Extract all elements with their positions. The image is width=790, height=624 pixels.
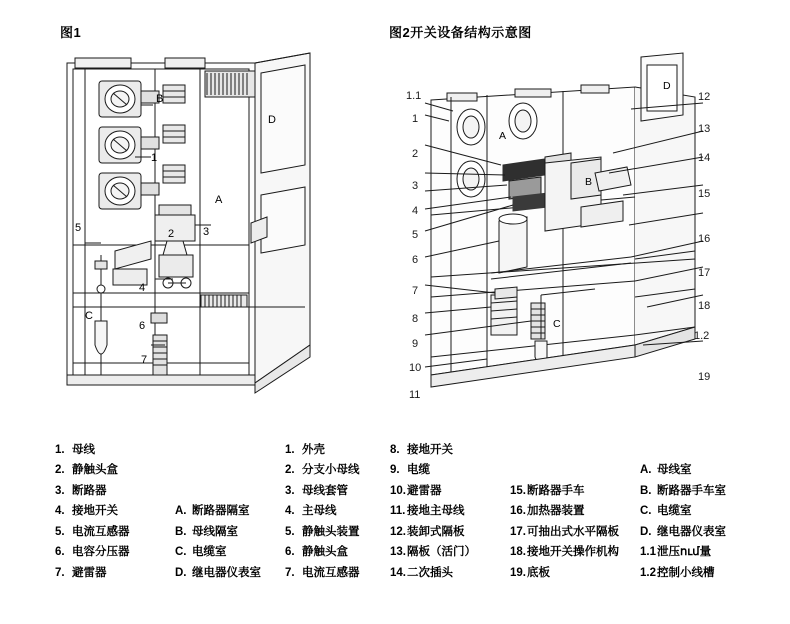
legend-item: 13. 隔板（活门） — [390, 546, 476, 558]
legend-column-2 — [175, 440, 285, 584]
legend-item: 17. 可抽出式水平隔板 — [510, 525, 619, 538]
fig1-callout-A: A — [215, 194, 223, 206]
fig2-inner-D: D — [663, 80, 671, 92]
legend-item: 14. 二次插头 — [390, 566, 453, 579]
fig2-label-1: 1 — [412, 113, 419, 125]
legend-item: 7. 避雷器 — [55, 566, 107, 579]
legend-item: 6. 静触头盒 — [285, 546, 348, 558]
legend-item: 15. 断路器手车 — [510, 484, 585, 497]
legend-item: 9. 电缆 — [390, 464, 430, 476]
fig2-label-8: 8 — [412, 313, 419, 325]
legend-item: A. 断路器隔室 — [175, 505, 250, 517]
fig2-inner-A: A — [499, 130, 507, 142]
legend-column-6 — [640, 440, 755, 584]
legend-item: 5. 电流互感器 — [55, 525, 130, 538]
legend-item: 18. 接地开关操作机构 — [510, 546, 619, 558]
fig2-label-17: 17 — [698, 267, 711, 279]
legend-item: 10. 避雷器 — [390, 484, 442, 497]
legend-item: 11. 接地主母线 — [390, 505, 465, 517]
legend-item: D. 继电器仪表室 — [640, 525, 726, 538]
legend-item: D. 继电器仪表室 — [175, 566, 261, 579]
fig2-label-16: 16 — [698, 233, 711, 245]
fig1-callout-1: 1 — [151, 152, 158, 164]
legend-item: 2. 静触头盒 — [55, 464, 118, 476]
fig2-label-2: 2 — [412, 148, 419, 160]
figure1-diagram — [55, 45, 355, 400]
legend-item: C. 电缆室 — [175, 546, 227, 558]
legend-column-4 — [390, 440, 510, 584]
legend-item: 1.2 控制小线槽 — [640, 566, 715, 579]
legend-item: 1.1 泄压ում量 — [640, 546, 712, 558]
fig2-label-14: 14 — [698, 152, 711, 164]
legend-item: 12. 装卸式隔板 — [390, 525, 465, 538]
figure2-title: 图2开关设备结构示意图 — [389, 25, 532, 40]
legend-column-5 — [510, 440, 640, 584]
fig2-label-3: 3 — [412, 180, 419, 192]
fig1-callout-7: 7 — [141, 354, 148, 366]
legend-item: 5. 静触头装置 — [285, 525, 360, 538]
fig1-callout-3: 3 — [203, 226, 210, 238]
legend-item: 6. 电容分压器 — [55, 546, 130, 558]
legend-item: 8. 接地开关 — [390, 443, 453, 456]
legend-item: A. 母线室 — [640, 464, 692, 476]
fig2-label-7: 7 — [412, 285, 419, 297]
fig2-label-9: 9 — [412, 338, 419, 350]
fig1-callout-4: 4 — [139, 282, 146, 294]
fig2-label-12: 12 — [698, 91, 711, 103]
fig2-label-10: 10 — [409, 362, 422, 374]
legend-item: 7. 电流互感器 — [285, 566, 360, 579]
legend-item: 16. 加热器装置 — [510, 505, 585, 517]
figure1-title: 图1 — [60, 25, 82, 40]
legend-item: B. 断路器手车室 — [640, 484, 726, 497]
fig2-inner-B: B — [585, 176, 593, 188]
fig2-inner-C: C — [553, 318, 561, 330]
fig2-label-13: 13 — [698, 123, 711, 135]
fig2-label-18: 18 — [698, 300, 711, 312]
legend-item: 3. 断路器 — [55, 484, 107, 497]
legend-item: 1. 外壳 — [285, 443, 325, 456]
fig1-callout-2: 2 — [168, 228, 175, 240]
fig1-callout-B: B — [156, 93, 164, 105]
fig2-label-15: 15 — [698, 188, 711, 200]
fig2-label-1-1: 1.1 — [406, 90, 422, 102]
fig1-callout-6: 6 — [139, 320, 146, 332]
fig2-label-6: 6 — [412, 254, 419, 266]
legend-item: 4. 接地开关 — [55, 505, 118, 517]
legend-item: 3. 母线套管 — [285, 484, 348, 497]
fig2-label-11: 11 — [409, 389, 421, 401]
fig1-callout-D: D — [268, 114, 276, 126]
legend-item: 2. 分支小母线 — [285, 464, 360, 476]
legend — [55, 440, 755, 584]
legend-item: C. 电缆室 — [640, 505, 692, 517]
fig2-label-5: 5 — [412, 229, 419, 241]
legend-item: 4. 主母线 — [285, 505, 337, 517]
fig1-callout-5: 5 — [75, 222, 82, 234]
legend-item: 19. 底板 — [510, 566, 550, 579]
fig2-label-19: 19 — [698, 371, 711, 383]
legend-column-3 — [285, 440, 390, 584]
legend-column-1 — [55, 440, 175, 584]
legend-item: B. 母线隔室 — [175, 525, 238, 538]
legend-item: 1. 母线 — [55, 443, 95, 456]
fig2-label-1-2: 1.2 — [694, 330, 710, 342]
fig1-callout-C: C — [85, 310, 93, 322]
fig2-label-4: 4 — [412, 205, 419, 217]
